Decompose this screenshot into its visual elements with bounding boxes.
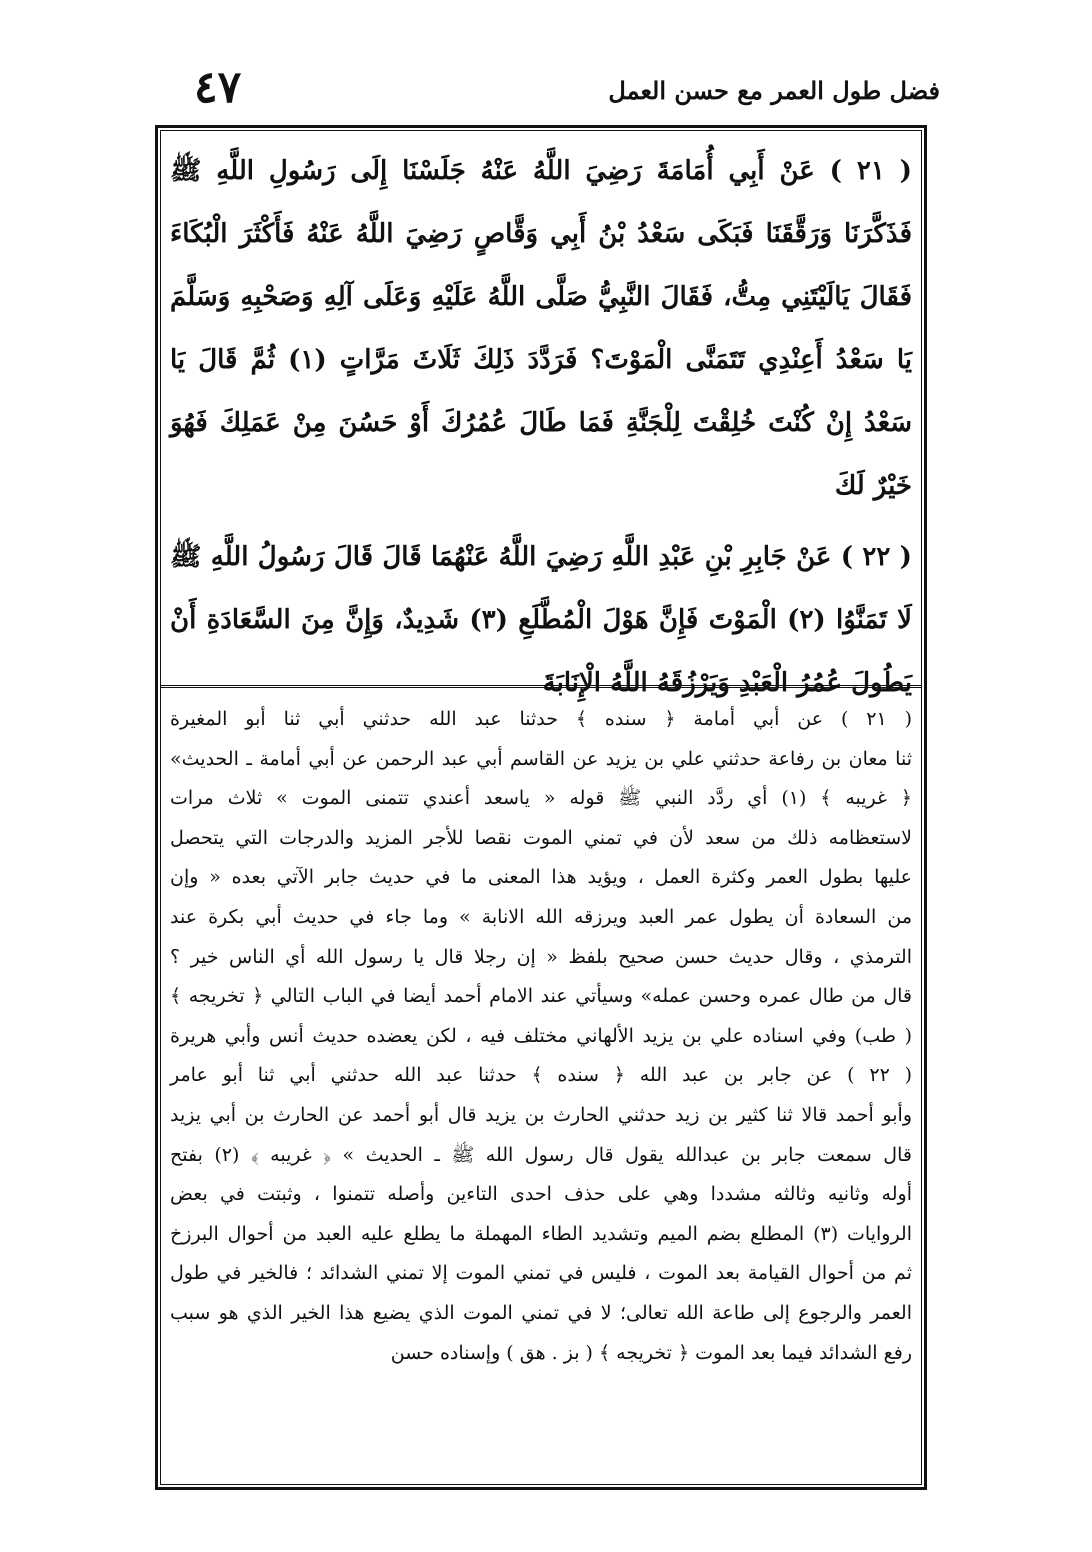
commentary-line: قال سمعت جابر بن عبدالله يقول قال رسول الله ﷺ ـ الحديث » ﴿ غريبه ﴾ (٢) بفتح	[170, 1143, 912, 1166]
commentary-line: الترمذي ، وقال حديث حسن صحيح بلفظ « إن رجلا قال يا رسول الله أي الناس خير ؟	[170, 945, 912, 968]
commentary-line: رفع الشدائد فيما بعد الموت ﴿ تخريجه ﴾ ( بز . هق ) وإسناده حسن	[390, 1341, 912, 1364]
hadith-22: ( ٢٢ ) عَنْ جَابِرِ بْنِ عَبْدِ اللَّهِ رَضِيَ اللَّهُ عَنْهُمَا قَالَ قَالَ رَسُولُ اللَّهِ ﷺ لَا تَمَنَّوُا (٢) الْمَوْتَ فَإِنَّ هَوْلَ الْمُطَّلَعِ (٣) شَدِيدٌ، وَإِنَّ مِنَ السَّعَادَةِ أَنْ يَطُولَ عُمُرُ الْعَبْدِ وَيَرْزُقَهُ اللَّهُ الْإِنَابَةَ	[170, 542, 912, 698]
commentary-line: ( ٢١ ) عن أبي أمامة ﴿ سنده ﴾ حدثنا عبد الله حدثني أبي ثنا أبو المغيرة	[170, 708, 913, 730]
commentary-line: أوله وثانيه وثالثه مشددا وهي على حذف احدى التاءين وأصله تتمنوا ، وثبتت في بعض	[170, 1183, 912, 1206]
commentary-line: ( ٢٢ ) عن جابر بن عبد الله ﴿ سنده ﴾ حدثنا عبد الله حدثني أبي ثنا أبو عامر	[170, 1064, 913, 1087]
running-title: فضل طول العمر مع حسن العمل	[608, 76, 940, 105]
commentary-line: ثنا معان بن رفاعة حدثني علي بن يزيد عن القاسم أبي عبد الرحمن عن أبي أمامة ـ الحديث»	[170, 747, 912, 770]
commentary-line: ثم من أحوال القيامة بعد الموت ، فليس في تمني الموت إلا تمني الشدائد ؛ فالخير في طول	[170, 1262, 912, 1285]
page-header	[150, 62, 950, 118]
commentary-line: العمر والرجوع إلى طاعة الله تعالى؛ لا في تمني الموت الذي يضيع هذا الخير الذي هو سبب	[170, 1301, 912, 1324]
commentary-notes	[170, 700, 912, 1373]
hadith-21: ( ٢١ ) عَنْ أَبِي أُمَامَةَ رَضِيَ اللَّهُ عَنْهُ جَلَسْنَا إِلَى رَسُولِ اللَّهِ ﷺ فَذَكَّرَنَا وَرَقَّقَنَا فَبَكَى سَعْدُ بْنُ أَبِي وَقَّاصٍ رَضِيَ اللَّهُ عَنْهُ فَأَكْثَرَ الْبُكَاءَ فَقَالَ يَالَيْتَنِي مِتُّ، فَقَالَ النَّبِيُّ صَلَّى اللَّهُ عَلَيْهِ وَعَلَى آلِهِ وَصَحْبِهِ وَسَلَّمَ يَا سَعْدُ أَعِنْدِي تَتَمَنَّى الْمَوْتَ؟ فَرَدَّدَ ذَلِكَ ثَلَاثَ مَرَّاتٍ (١) ثُمَّ قَالَ يَا سَعْدُ إِنْ كُنْتَ خُلِقْتَ لِلْجَنَّةِ فَمَا طَالَ عُمُرُكَ أَوْ حَسُنَ مِنْ عَمَلِكَ فَهُوَ خَيْرٌ لَكَ	[170, 156, 912, 501]
commentary-line: لاستعظامه ذلك من سعد لأن في تمني الموت نقصا للأجر المزيد والدرجات التي يتحصل	[170, 826, 912, 849]
section-divider	[160, 685, 922, 688]
commentary-line: قال من طال عمره وحسن عمله» وسيأتي عند الامام أحمد أيضا في الباب التالي ﴿ تخريجه ﴾	[170, 985, 912, 1008]
page-number: ٤٧	[194, 62, 242, 113]
commentary-line: وأبو أحمد قالا ثنا كثير بن زيد حدثني الحارث بن يزيد قال أبو أحمد عن الحارث بن أبي يزيد	[170, 1103, 912, 1126]
commentary-line: ( طب) وفي اسناده علي بن يزيد الألهاني مختلف فيه ، لكن يعضده حديث أنس وأبي هريرة	[170, 1024, 912, 1047]
commentary-line: من السعادة أن يطول عمر العبد ويرزقه الله الانابة » وما جاء في حديث أبي بكرة عند	[170, 905, 912, 928]
main-hadith-text	[170, 140, 912, 723]
commentary-line: الروايات (٣) المطلع بضم الميم وتشديد الطاء المهملة ما يطلع عليه العبد من أحوال البرزخ	[170, 1222, 912, 1245]
commentary-line: عليها بطول العمر وكثرة العمل ، ويؤيد هذا المعنى ما في حديث جابر الآتي بعده « وإن	[170, 866, 912, 889]
commentary-line: ﴿ غريبه ﴾ (١) أي ردَّد النبي ﷺ قوله « ياسعد أعندي تتمنى الموت » ثلاث مرات	[170, 787, 912, 810]
